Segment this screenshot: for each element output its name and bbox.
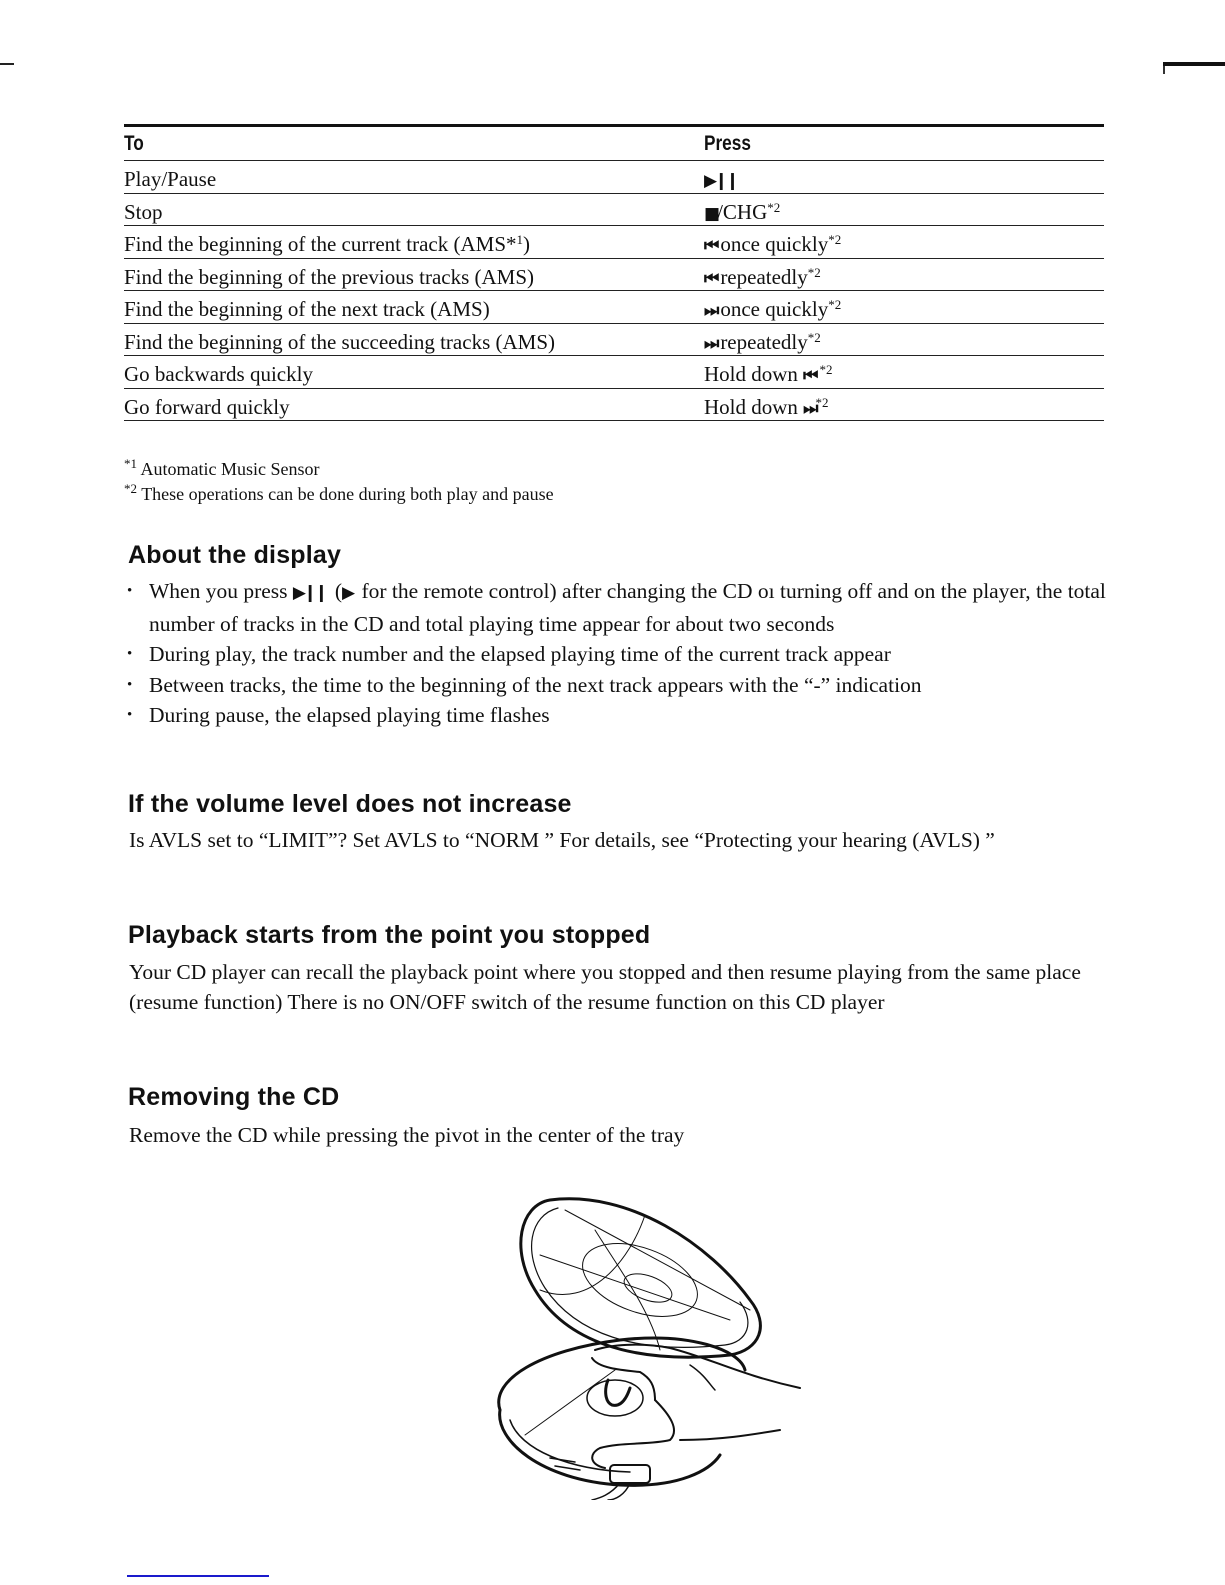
play-pause-icon: ▶❙❙ — [292, 583, 326, 603]
display-bullet-list — [127, 576, 1107, 731]
section-title-display: About the display — [128, 541, 342, 569]
table-row — [124, 161, 1104, 194]
crop-mark-left — [0, 63, 14, 65]
play-icon: ▶ — [342, 583, 353, 603]
row-press — [704, 167, 741, 192]
row-action: Stop — [124, 199, 163, 224]
volume-body: Is AVLS set to “LIMIT”? Set AVLS to “NORM ” For details, see “Protecting your hearing (AVLS) ” — [129, 828, 995, 852]
footnotes — [124, 457, 554, 507]
list-item: • When you press ▶❙❙ (▶ for the remote control) after changing the CD oı turning off and on the player, the total number of tracks in the CD and total playing time appear for about two seconds — [127, 576, 1107, 639]
header-to: To — [124, 132, 144, 155]
row-action: Go forward quickly — [124, 394, 290, 419]
section-title-volume: If the volume level does not increase — [128, 790, 572, 818]
row-action: Find the beginning of the next track (AMS) — [124, 297, 490, 321]
cd-player-base — [499, 1338, 745, 1500]
next-track-icon: ⏭ — [704, 301, 717, 321]
row-action: Go backwards quickly — [124, 362, 313, 386]
crop-mark-tick — [1163, 66, 1165, 74]
table-row — [124, 259, 1104, 292]
removing-body: Remove the CD while pressing the pivot in the center of the tray — [129, 1123, 685, 1147]
page-link-underline — [127, 1575, 269, 1577]
row-press: Hold down ⏮ $^{*2}$ — [704, 362, 833, 386]
table-row — [124, 389, 1104, 422]
next-track-icon: ⏭ — [803, 398, 816, 419]
footnote-2: $^{*2}$ These operations can be done during both play and pause — [124, 481, 554, 504]
hand-pressing-cd-pivot-illustration — [480, 1190, 810, 1500]
operations-table — [124, 124, 1104, 421]
row-action: Find the beginning of the previous tracks (AMS) — [124, 264, 535, 289]
open-lid — [521, 1199, 761, 1357]
row-press: ⏮ once quickly$^{*2}$ — [704, 232, 842, 256]
table-row — [124, 194, 1104, 227]
row-press: Hold down ⏭$^{*2}$ — [704, 394, 829, 419]
table-row — [124, 226, 1104, 259]
row-press: ⏭ repeatedly$^{*2}$ — [704, 329, 821, 354]
previous-track-icon: ⏮ — [704, 236, 717, 256]
crop-mark-right — [1163, 62, 1225, 66]
section-title-resume: Playback starts from the point you stopped — [128, 921, 651, 949]
row-press: ■/CHG$^{*2}$ — [704, 199, 781, 224]
play-pause-icon: ▶❙❙ — [704, 171, 737, 191]
list-item: • During play, the track number and the elapsed playing time of the current track appear — [127, 639, 1107, 670]
table-row — [124, 324, 1104, 357]
table-row — [124, 291, 1104, 324]
section-title-removing: Removing the CD — [128, 1083, 340, 1111]
list-item: • Between tracks, the time to the beginning of the next track appears with the “-” indication — [127, 670, 1107, 701]
row-action: Find the beginning of the current track (AMS*$^1$) — [124, 232, 530, 256]
table-row — [124, 356, 1104, 389]
stop-icon: ■ — [704, 203, 718, 224]
row-action: Find the beginning of the succeeding tracks (AMS) — [124, 329, 555, 354]
footnote-1: $^{*1}$ Automatic Music Sensor — [124, 456, 320, 479]
previous-track-icon: ⏮ — [704, 268, 717, 289]
hand — [592, 1345, 800, 1468]
table-header-row — [124, 127, 1104, 161]
list-item: • During pause, the elapsed playing time flashes — [127, 700, 1107, 731]
header-press: Press — [704, 132, 751, 155]
row-press: ⏮ repeatedly$^{*2}$ — [704, 264, 821, 289]
next-track-icon: ⏭ — [704, 333, 717, 354]
previous-track-icon: ⏮ — [803, 366, 816, 386]
row-action: Play/Pause — [124, 167, 217, 191]
row-press: ⏭ once quickly$^{*2}$ — [704, 297, 842, 321]
resume-body: Your CD player can recall the playback point where you stopped and then resume playing from the same place (resume function) There is no ON/OFF switch of the resume function on this CD player — [129, 960, 1081, 1014]
